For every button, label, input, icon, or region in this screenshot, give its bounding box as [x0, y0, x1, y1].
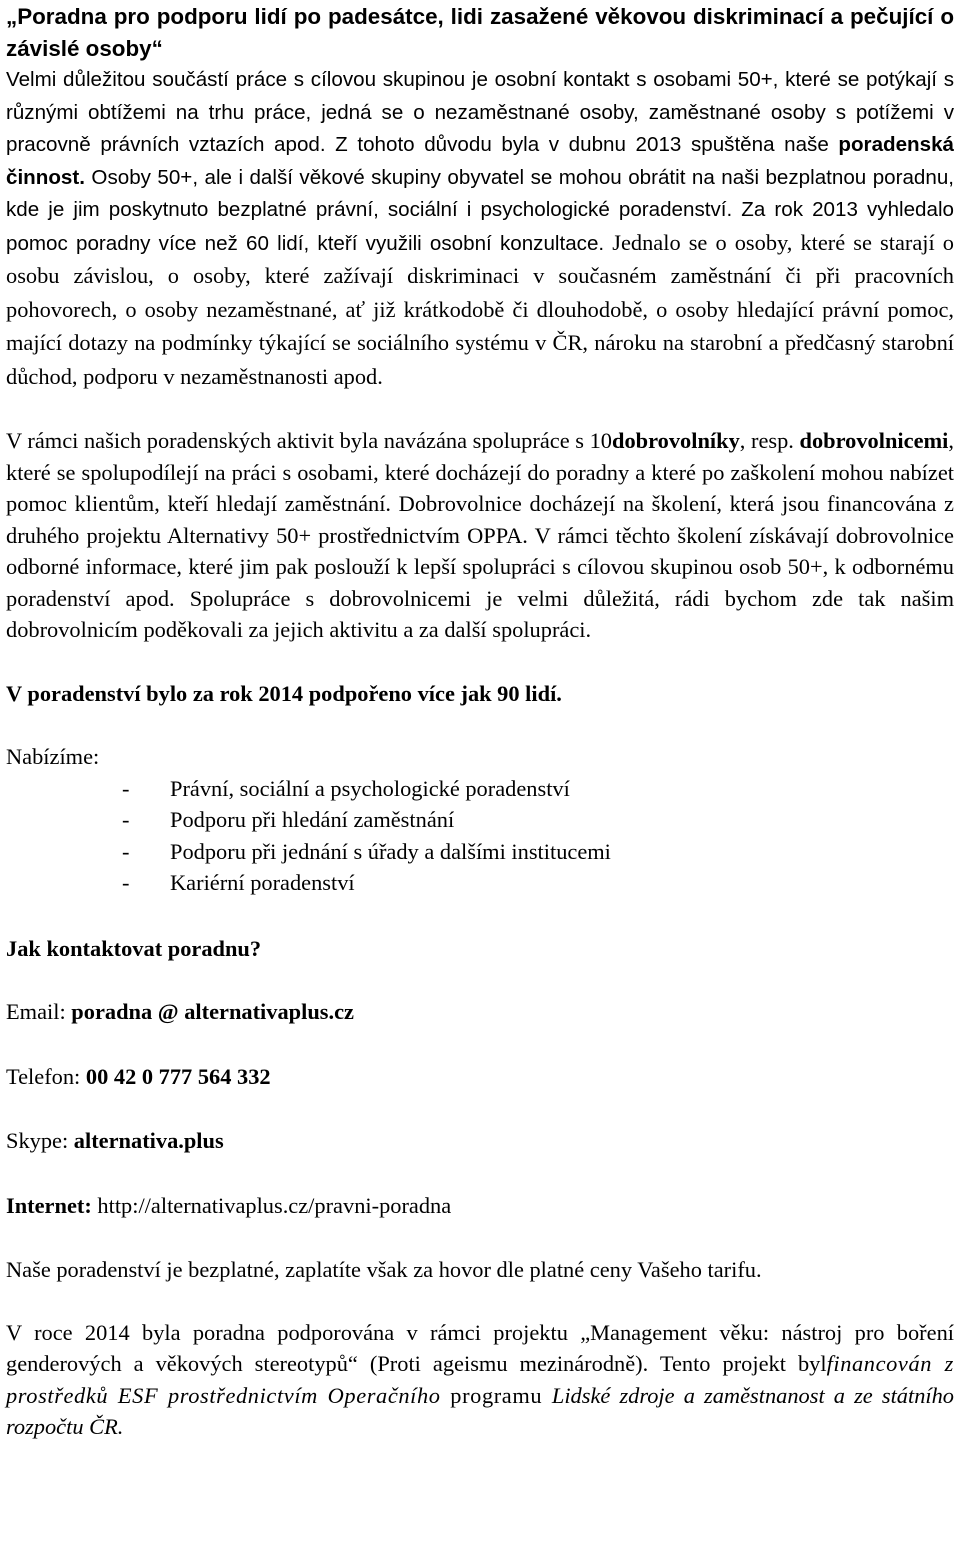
- bullet-dash: -: [122, 838, 130, 864]
- advisory-activity-term: poradenská činnost: [6, 133, 954, 189]
- email-line: [6, 996, 954, 1028]
- volunteers-term-2: dobrovolnicemi: [799, 428, 949, 453]
- bullet-dash: -: [122, 870, 130, 895]
- internet-line: [6, 1190, 954, 1222]
- internet-label: Internet:: [6, 1192, 92, 1218]
- intro-text-3: Za rok 2013 vyhledalo pomoc poradny více než 60 lidí, kteří využili osobní konzultace.: [6, 198, 954, 255]
- list-item: [122, 804, 954, 836]
- intro-text-1-end: .: [79, 165, 85, 189]
- skype-line: [6, 1125, 954, 1157]
- phone-line: [6, 1061, 954, 1093]
- phone-value[interactable]: 00 42 0 777 564 332: [85, 1063, 271, 1089]
- phone-label: Telefon:: [6, 1063, 86, 1089]
- skype-value[interactable]: alternativa.plus: [73, 1128, 224, 1153]
- intro-paragraph: [6, 64, 954, 394]
- email-label: Email:: [6, 999, 72, 1024]
- list-item: [122, 773, 954, 805]
- list-item: [122, 867, 954, 899]
- free-service-note: Naše poradenství je bezplatné, zaplatíte však za hovor dle platné ceny Vašeho tarifu.: [6, 1257, 762, 1282]
- funding-text-1: V roce 2014 byla poradna podporována v rámci projektu „Management věku: nástroj pro boření genderových a věkových stereotypů“ (Proti ageismu mezinárodně). Tento projekt byl: [6, 1319, 954, 1376]
- volunteers-text-3: , které se spolupodílejí na práci s osobami, které docházejí do poradny a které po zaškolení mohou nabízet pomoc klientům, kteří hledají zaměstnání. Dobrovolnice docházejí na školení, která jsou financována z druhého projektu Alternativy 50+ prostřednictvím OPPA. V rámci těchto školení získávají dobrovolnice odborné informace, které jim pak poslouží k lepší spolupráci s cílovou skupinou osob 50+, k odbornému poradenství apod. Spolupráce s dobrovolnicemi je velmi důležitá, rádi bychom zde tak našim dobrovolnicím poděkovali za jejich aktivitu a za další spolupráci.: [6, 428, 954, 642]
- intro-text-1: Velmi důležitou součástí práce s cílovou skupinou je osobní kontakt s osobami 50+, které se potýkají s různými obtížemi na trhu práce, jedná se o nezaměstnané osoby, zaměstnané osoby s potížemi v pracovně právních vztazích apod. Z tohoto důvodu byla v dubnu 2013 spuštěna naše: [6, 68, 954, 156]
- bullet-dash: -: [122, 775, 130, 801]
- skype-label: Skype:: [6, 1128, 74, 1153]
- funding-paragraph: [6, 1317, 954, 1443]
- internet-link[interactable]: http://alternativaplus.cz/pravni-poradna: [91, 1192, 452, 1218]
- summary-line: V poradenství bylo za rok 2014 podpořeno více jak 90 lidí.: [6, 680, 562, 706]
- offer-text: Podporu při hledání zaměstnání: [170, 807, 455, 832]
- funding-text-2: programu: [440, 1382, 552, 1408]
- offer-text: Podporu při jednání s úřady a dalšími institucemi: [170, 838, 611, 864]
- funding-italic-1: financován z prostředků ESF prostřednictvím Operačního: [6, 1351, 954, 1408]
- offers-list: [6, 773, 954, 899]
- volunteers-text-2: , resp.: [739, 428, 800, 453]
- document-title: „Poradna pro podporu lidí po padesátce, lidi zasažené věkovou diskriminací a pečující o závislé osoby“: [6, 4, 954, 61]
- funding-italic-2: Lidské zdroje a zaměstnanost a ze státního rozpočtu ČR.: [6, 1382, 955, 1439]
- offers-heading: Nabízíme:: [6, 744, 100, 769]
- volunteers-term-1: dobrovolníky: [612, 428, 740, 453]
- volunteers-text-1: V rámci našich poradenských aktivit byla navázána spolupráce s 10: [6, 428, 612, 453]
- email-value[interactable]: poradna @ alternativaplus.cz: [71, 999, 354, 1024]
- offer-text: Právní, sociální a psychologické poradenství: [170, 775, 570, 801]
- contact-heading: Jak kontaktovat poradnu?: [6, 935, 262, 961]
- offer-text: Kariérní poradenství: [170, 870, 355, 895]
- list-item: [122, 836, 954, 868]
- volunteers-paragraph: [6, 425, 954, 646]
- intro-text-4: Jednalo se o osoby, které se starají o osobu závislou, o osoby, které zažívají diskriminaci v současném zaměstnání či při pracovních pohovorech, o osoby nezaměstnané, ať již krátkodobě či dlouhodobě, o osoby hledající právní pomoc, mající dotazy na podmínky týkající se sociálního systému v ČR, nároku na starobní a předčasný starobní důchod, podporu v nezaměstnanosti apod.: [6, 229, 955, 389]
- intro-text-2: Osoby 50+, ale i další věkové skupiny obyvatel se mohou obrátit na naši bezplatnou poradnu, kde je jim poskytnuto bezplatné právní, sociální i psychologické poradenství.: [6, 165, 954, 221]
- bullet-dash: -: [122, 807, 130, 832]
